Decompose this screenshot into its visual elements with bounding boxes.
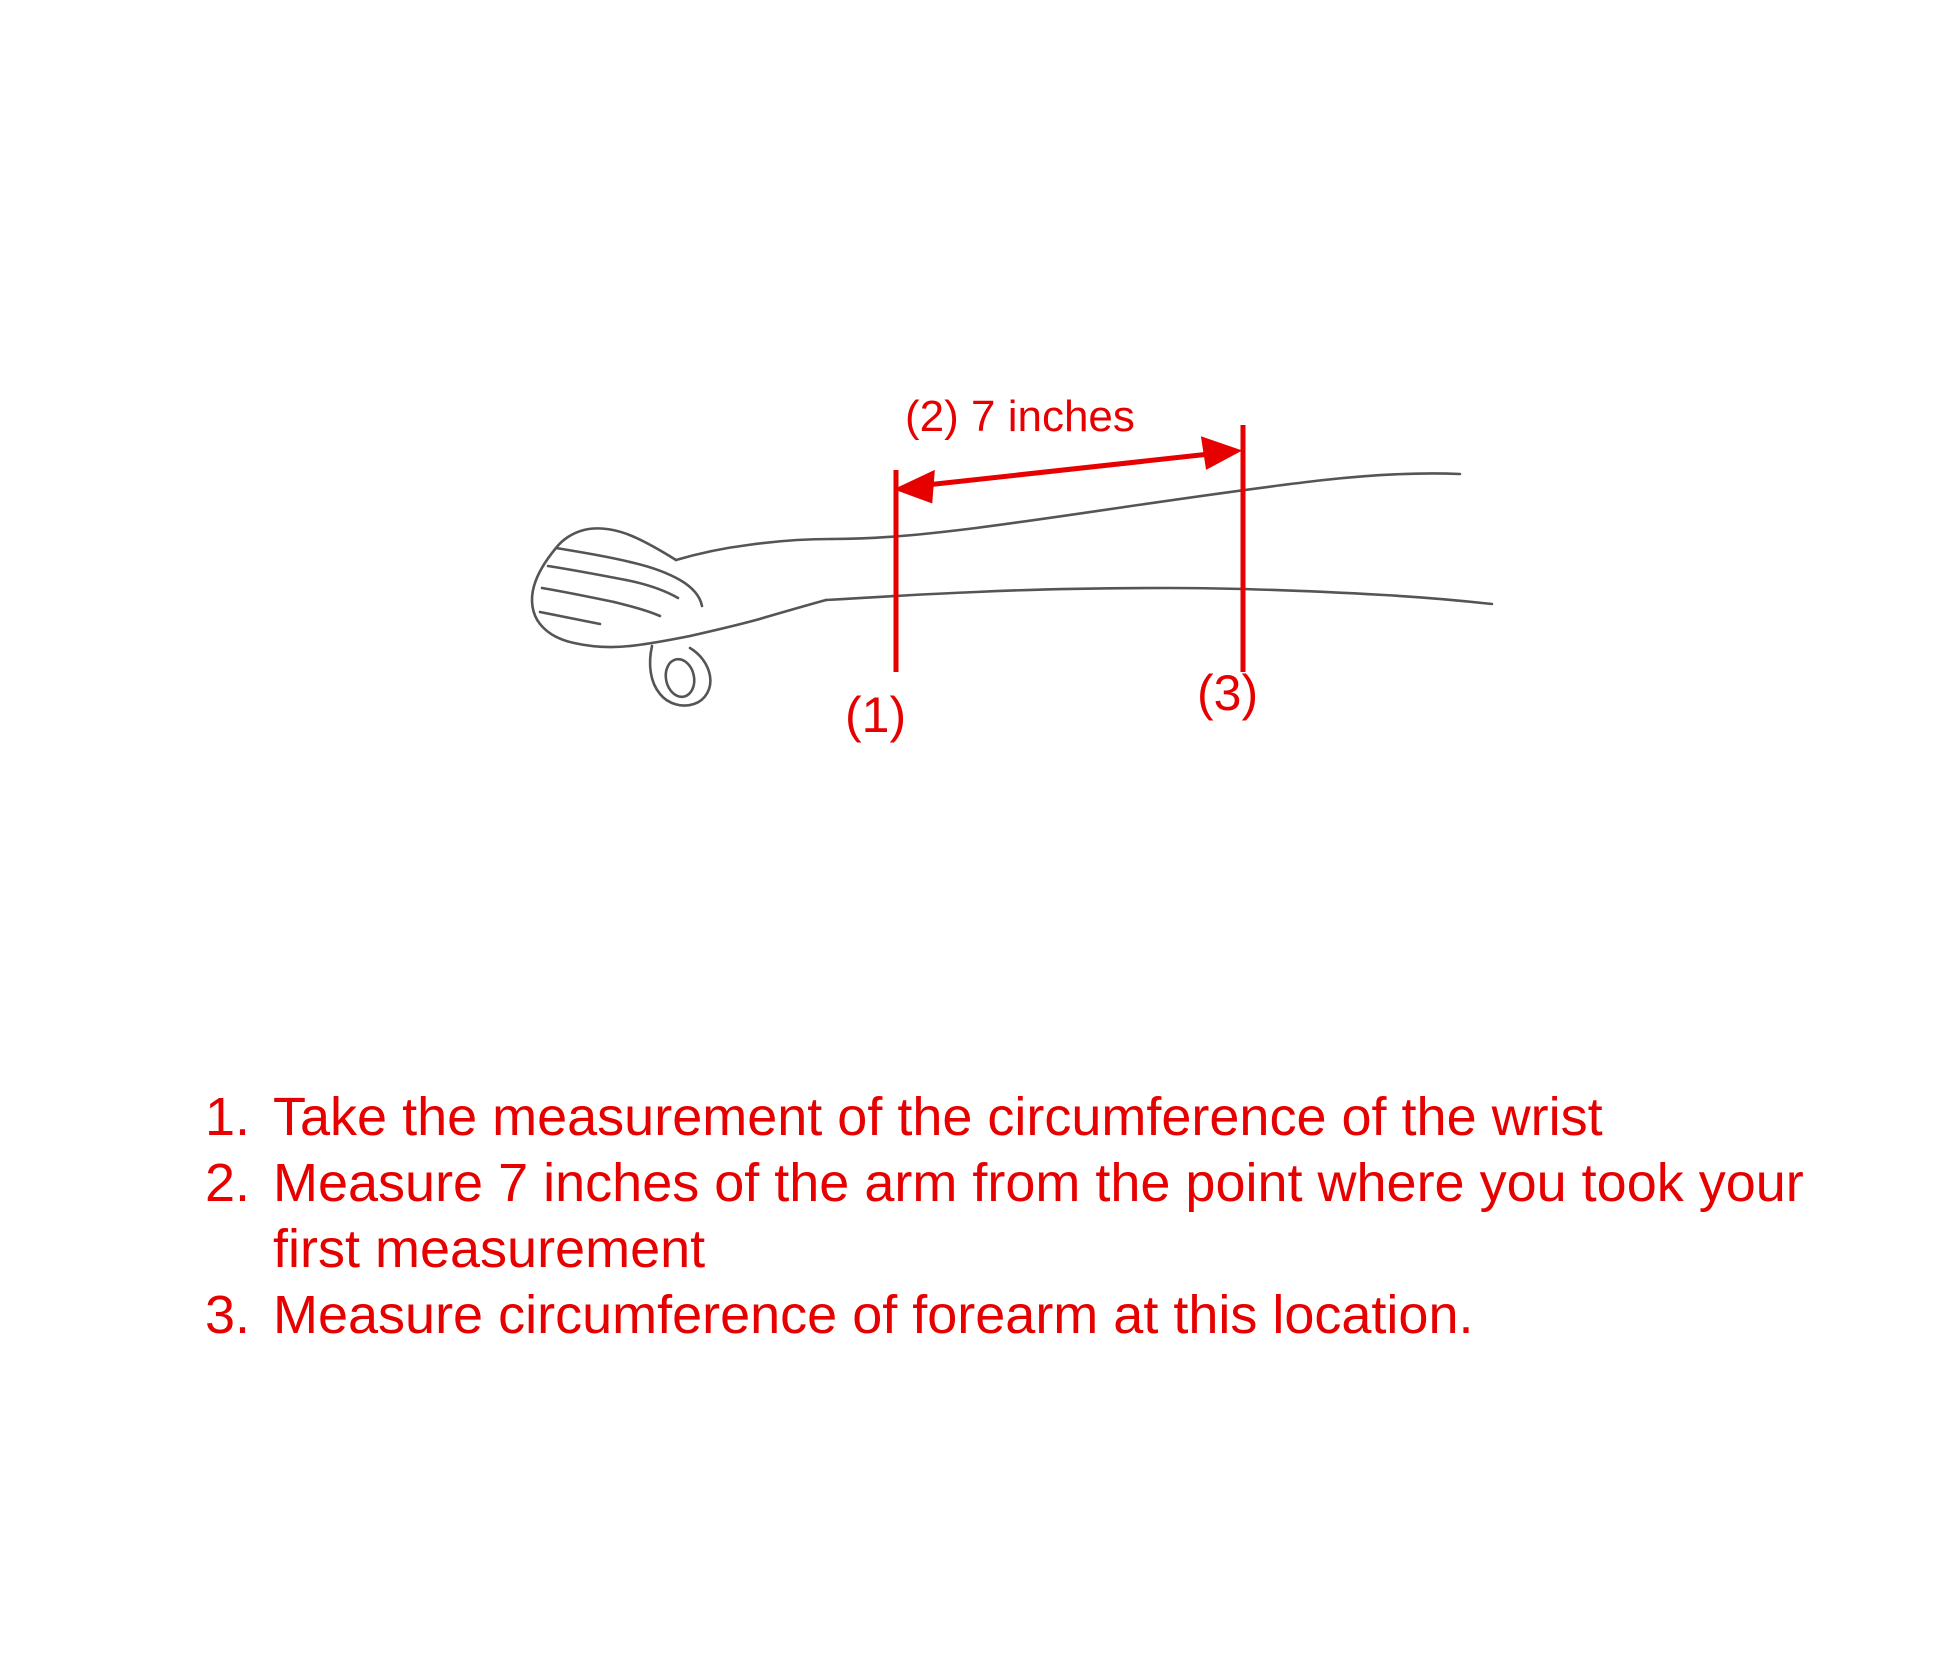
instructions-list — [205, 1085, 1855, 1349]
list-item-number: 3. — [205, 1284, 251, 1345]
list-item — [205, 1085, 1855, 1151]
list-item-text: Measure 7 inches of the arm from the point where you took your first measurement — [273, 1152, 1804, 1279]
list-item-number: 2. — [205, 1152, 251, 1213]
dimension-arrow — [900, 440, 1236, 500]
dimension-label: (2) 7 inches — [905, 392, 1135, 441]
list-item — [205, 1151, 1855, 1283]
list-item-number: 1. — [205, 1087, 251, 1147]
arm-outline — [532, 473, 1492, 705]
list-item — [205, 1283, 1855, 1349]
list-item-text: Take the measurement of the circumference of the wrist — [273, 1087, 1603, 1147]
forearm-marker-label: (3) — [1197, 665, 1259, 721]
wrist-marker-label: (1) — [845, 687, 907, 743]
list-item-text: Measure circumference of forearm at this location. — [273, 1284, 1474, 1345]
